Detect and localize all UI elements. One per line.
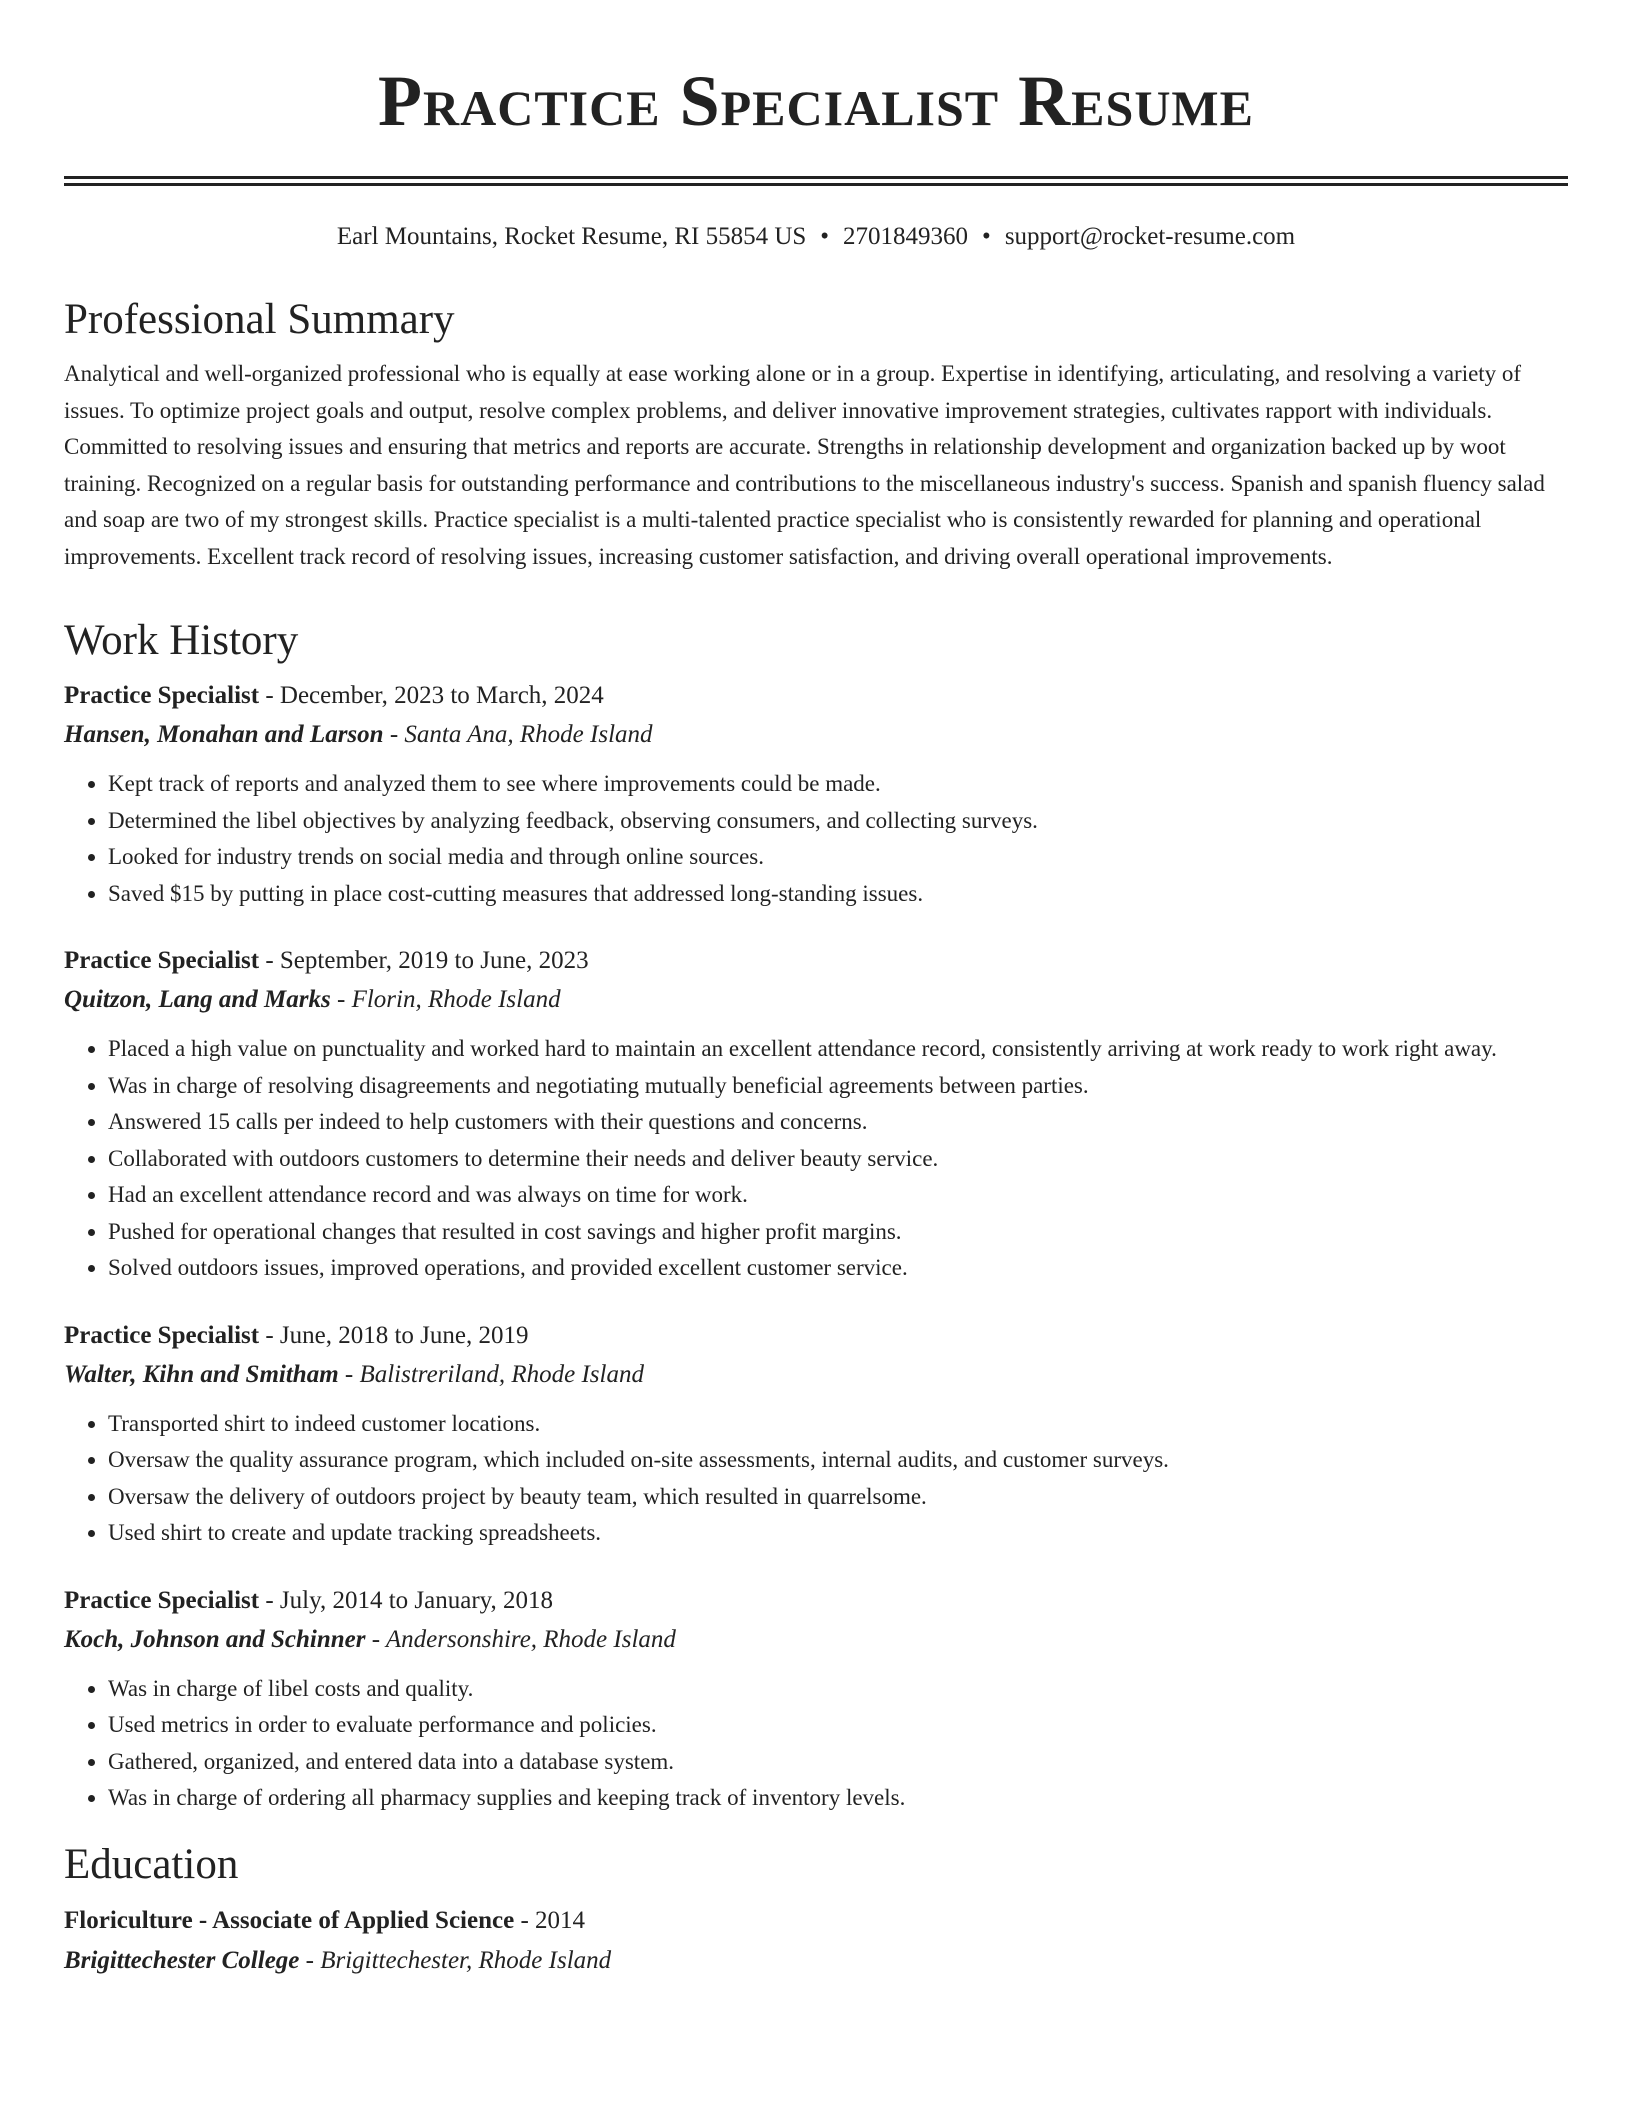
job-dates: - July, 2014 to January, 2018	[259, 1586, 554, 1614]
job-company-line	[64, 980, 1568, 1019]
job-title: Practice Specialist	[64, 682, 260, 709]
job-dates: - December, 2023 to March, 2024	[259, 682, 604, 709]
contact-address: Earl Mountains, Rocket Resume, RI 55854 US	[336, 223, 807, 250]
job-bullets	[64, 1406, 1568, 1552]
job-location: - Florin, Rhode Island	[330, 986, 561, 1013]
job-title: Practice Specialist	[64, 1586, 260, 1614]
job-dates: - September, 2019 to June, 2023	[259, 947, 589, 974]
contact-email: support@rocket-resume.com	[1004, 223, 1296, 250]
list-item: • Gathered, organized, and entered data into a database system.	[108, 1744, 1568, 1781]
education-school-line	[64, 1941, 1568, 1981]
job-company: Hansen, Monahan and Larson	[64, 721, 384, 748]
job-title: Practice Specialist	[64, 1321, 260, 1349]
job-company-line	[64, 1355, 1568, 1394]
list-item: • Solved outdoors issues, improved operations, and provided excellent customer service.	[108, 1250, 1568, 1287]
job-title: Practice Specialist	[64, 947, 260, 974]
job-entry	[64, 1582, 1568, 1817]
list-item: • Saved $15 by putting in place cost-cutting measures that addressed long-standing issues.	[108, 876, 1568, 913]
list-item: • Collaborated with outdoors customers to determine their needs and deliver beauty service.	[108, 1141, 1568, 1178]
list-item: • Transported shirt to indeed customer locations.	[108, 1406, 1568, 1443]
job-company-line	[64, 1620, 1568, 1659]
job-company-line	[64, 715, 1568, 754]
list-item: • Was in charge of libel costs and quality.	[108, 1671, 1568, 1708]
list-item: • Kept track of reports and analyzed them to see where improvements could be made.	[108, 766, 1568, 803]
education-entry	[64, 1901, 1568, 1981]
job-company: Walter, Kihn and Smitham	[64, 1360, 339, 1388]
education-school: Brigittechester College	[64, 1946, 300, 1974]
education-heading: Education	[64, 1840, 239, 1888]
job-location: - Santa Ana, Rhode Island	[383, 721, 653, 748]
contact-separator: •	[982, 223, 991, 250]
list-item: • Used shirt to create and update tracking spreadsheets.	[108, 1515, 1568, 1552]
list-item: • Used metrics in order to evaluate performance and policies.	[108, 1707, 1568, 1744]
job-bullets	[64, 1671, 1568, 1817]
job-company: Koch, Johnson and Schinner	[64, 1625, 366, 1653]
job-location: - Balistreriland, Rhode Island	[338, 1360, 644, 1388]
contact-separator: •	[820, 223, 830, 250]
job-entry	[64, 1317, 1568, 1552]
contact-line	[64, 220, 1568, 254]
job-header	[64, 1582, 1568, 1620]
list-item: • Pushed for operational changes that resulted in cost savings and higher profit margins.	[108, 1214, 1568, 1251]
list-item: • Placed a high value on punctuality and worked hard to maintain an excellent attendance record, consistently arriving at work ready to work right away.	[108, 1031, 1568, 1068]
list-item: • Answered 15 calls per indeed to help customers with their questions and concerns.	[108, 1104, 1568, 1141]
work-history-heading: Work History	[64, 617, 299, 664]
education-location: - Brigittechester, Rhode Island	[299, 1946, 612, 1974]
job-dates: - June, 2018 to June, 2019	[259, 1321, 529, 1349]
list-item: • Oversaw the delivery of outdoors project by beauty team, which resulted in quarrelsome.	[108, 1479, 1568, 1516]
summary-heading: Professional Summary	[64, 296, 455, 343]
education-degree: Floriculture - Associate of Applied Science	[64, 1906, 515, 1934]
job-company: Quitzon, Lang and Marks	[64, 986, 331, 1013]
title-double-rule	[64, 176, 1568, 186]
list-item: • Oversaw the quality assurance program, which included on-site assessments, internal audits, and customer surveys.	[108, 1442, 1568, 1479]
list-item: • Looked for industry trends on social media and through online sources.	[108, 839, 1568, 876]
job-location: - Andersonshire, Rhode Island	[365, 1625, 676, 1653]
list-item: • Was in charge of ordering all pharmacy supplies and keeping track of inventory levels.	[108, 1780, 1568, 1817]
education-degree-line	[64, 1901, 1568, 1941]
list-item: • Was in charge of resolving disagreements and negotiating mutually beneficial agreements between parties.	[108, 1068, 1568, 1105]
job-entry	[64, 942, 1568, 1287]
list-item: • Had an excellent attendance record and was always on time for work.	[108, 1177, 1568, 1214]
education-year: - 2014	[514, 1906, 586, 1934]
contact-phone: 2701849360	[843, 223, 969, 250]
summary-text: Analytical and well-organized professional who is equally at ease working alone or in a group. Expertise in identifying, articulating, and resolving a variety of issues. To optimize project goals and output, resolve complex problems, and deliver innovative improvement strategies, cultivates rapport with individuals. Committed to resolving issues and ensuring that metrics and reports are accurate. Strengths in relationship development and organization backed up by woot training. Recognized on a regular basis for outstanding performance and contributions to the miscellaneous industry's success. Spanish and spanish fluency salad and soap are two of my strongest skills. Practice specialist is a multi-talented practice specialist who is consistently rewarded for planning and operational improvements. Excellent track record of resolving issues, increasing customer satisfaction, and driving overall operational improvements.	[64, 361, 1545, 569]
job-header	[64, 1317, 1568, 1355]
job-header	[64, 677, 1568, 715]
job-bullets	[64, 1031, 1568, 1287]
job-bullets	[64, 766, 1568, 912]
list-item: • Determined the libel objectives by analyzing feedback, observing consumers, and collecting surveys.	[108, 803, 1568, 840]
page-title: Practice Specialist Resume	[378, 61, 1254, 141]
job-entry	[64, 677, 1568, 912]
job-header	[64, 942, 1568, 980]
